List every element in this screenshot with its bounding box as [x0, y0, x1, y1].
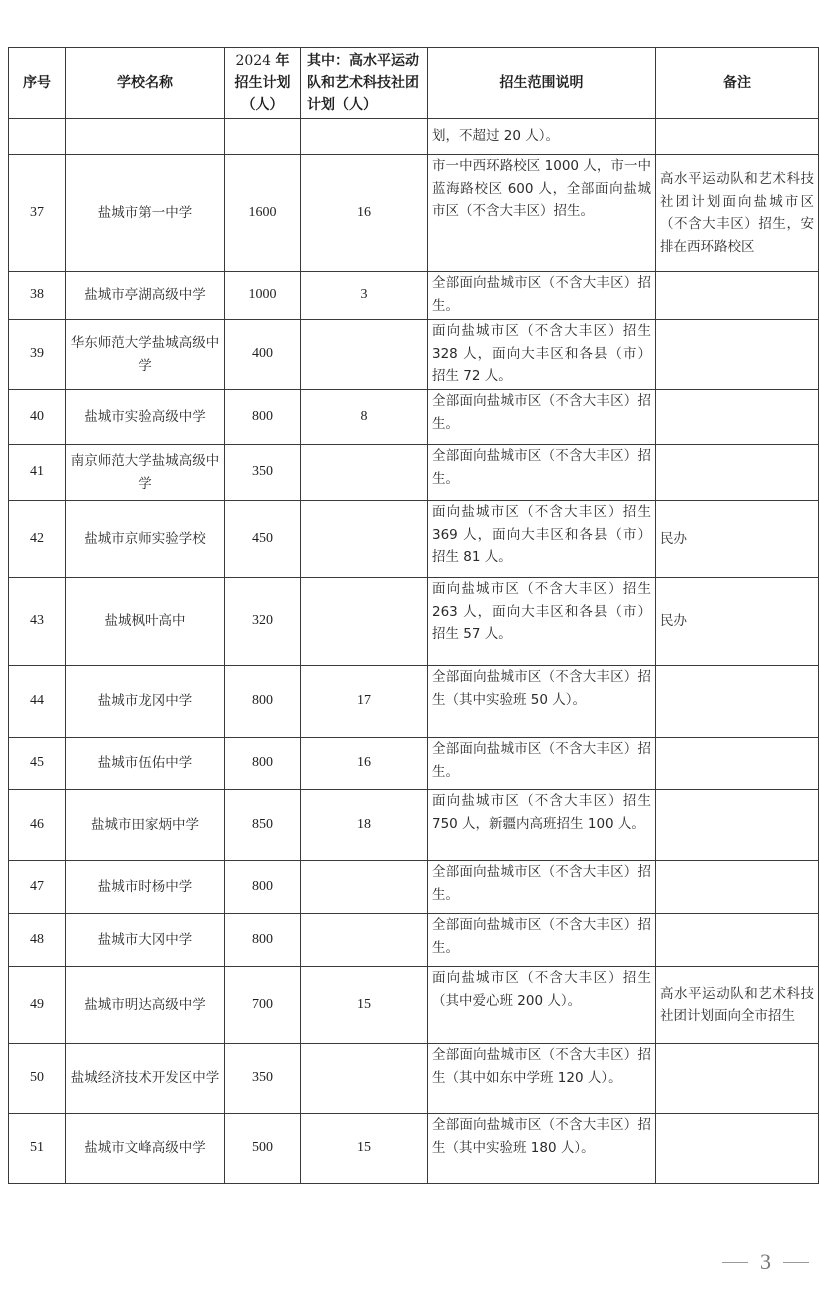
header-plan-year-suffix: 年	[275, 53, 290, 69]
cell-scope: 面向盐城市区（不含大丰区）招生（其中爱心班 200 人）。	[428, 967, 656, 1044]
table-row	[9, 272, 819, 320]
cell-special: 3	[301, 272, 428, 320]
cell-special: 16	[301, 155, 428, 272]
cell-school: 盐城市时杨中学	[66, 861, 225, 914]
cell-school: 盐城市伍佑中学	[66, 738, 225, 790]
table-row	[9, 155, 819, 272]
cell-special: 17	[301, 666, 428, 738]
cell-index: 48	[9, 914, 66, 967]
cell-index: 43	[9, 578, 66, 666]
enrollment-plan-table	[8, 47, 819, 1184]
table-row	[9, 501, 819, 578]
cell-index: 49	[9, 967, 66, 1044]
table-row	[9, 738, 819, 790]
cell-school: 盐城市大冈中学	[66, 914, 225, 967]
cell-school	[66, 119, 225, 155]
cell-scope: 面向盐城市区（不含大丰区）招生 328 人，面向大丰区和各县（市）招生 72 人。	[428, 320, 656, 390]
table-row	[9, 790, 819, 861]
page-number-footer	[722, 1249, 809, 1275]
cell-scope: 全部面向盐城市区（不含大丰区）招生（其中实验班 50 人）。	[428, 666, 656, 738]
cell-scope: 全部面向盐城市区（不含大丰区）招生。	[428, 445, 656, 501]
cell-plan: 800	[225, 390, 301, 445]
cell-school: 盐城市文峰高级中学	[66, 1114, 225, 1184]
cell-school: 盐城市亭湖高级中学	[66, 272, 225, 320]
cell-index: 44	[9, 666, 66, 738]
cell-index: 51	[9, 1114, 66, 1184]
cell-school: 盐城市京师实验学校	[66, 501, 225, 578]
header-note: 备注	[656, 48, 819, 119]
cell-index: 45	[9, 738, 66, 790]
cell-plan: 700	[225, 967, 301, 1044]
cell-note	[656, 320, 819, 390]
cell-plan: 800	[225, 738, 301, 790]
cell-scope: 全部面向盐城市区（不含大丰区）招生。	[428, 738, 656, 790]
cell-scope: 全部面向盐城市区（不含大丰区）招生。	[428, 272, 656, 320]
header-plan-unit: （人）	[241, 97, 284, 113]
cell-plan: 400	[225, 320, 301, 390]
table-row	[9, 445, 819, 501]
cell-scope: 全部面向盐城市区（不含大丰区）招生。	[428, 861, 656, 914]
cell-school: 南京师范大学盐城高级中学	[66, 445, 225, 501]
cell-note	[656, 738, 819, 790]
cell-index	[9, 119, 66, 155]
cell-school: 盐城经济技术开发区中学	[66, 1044, 225, 1114]
cell-note	[656, 445, 819, 501]
cell-plan: 320	[225, 578, 301, 666]
cell-plan: 350	[225, 445, 301, 501]
cell-special	[301, 119, 428, 155]
cell-plan: 800	[225, 914, 301, 967]
cell-note: 民办	[656, 501, 819, 578]
table-row-continuation	[9, 119, 819, 155]
table-row	[9, 1114, 819, 1184]
page-number: 3	[760, 1249, 771, 1274]
cell-index: 37	[9, 155, 66, 272]
cell-special: 18	[301, 790, 428, 861]
cell-plan: 850	[225, 790, 301, 861]
cell-special: 15	[301, 1114, 428, 1184]
table-row	[9, 578, 819, 666]
cell-note	[656, 1114, 819, 1184]
cell-special	[301, 861, 428, 914]
cell-scope: 市一中西环路校区 1000 人，市一中蓝海路校区 600 人，全部面向盐城市区（不含大丰区）招生。	[428, 155, 656, 272]
header-scope: 招生范围说明	[428, 48, 656, 119]
table-row	[9, 666, 819, 738]
table-header-row	[9, 48, 819, 119]
header-2024-plan	[225, 48, 301, 119]
cell-plan: 1000	[225, 272, 301, 320]
cell-scope: 全部面向盐城市区（不含大丰区）招生（其中如东中学班 120 人）。	[428, 1044, 656, 1114]
table-row	[9, 914, 819, 967]
cell-note: 民办	[656, 578, 819, 666]
cell-note: 高水平运动队和艺术科技社团计划面向全市招生	[656, 967, 819, 1044]
header-plan-label: 招生计划	[234, 75, 291, 91]
cell-school: 盐城市龙冈中学	[66, 666, 225, 738]
cell-special	[301, 320, 428, 390]
cell-scope: 全部面向盐城市区（不含大丰区）招生。	[428, 914, 656, 967]
cell-index: 39	[9, 320, 66, 390]
cell-school: 盐城市第一中学	[66, 155, 225, 272]
table-row	[9, 967, 819, 1044]
cell-index: 42	[9, 501, 66, 578]
cell-scope: 面向盐城市区（不含大丰区）招生 369 人，面向大丰区和各县（市）招生 81 人。	[428, 501, 656, 578]
cell-index: 46	[9, 790, 66, 861]
cell-scope: 面向盐城市区（不含大丰区）招生 263 人，面向大丰区和各县（市）招生 57 人。	[428, 578, 656, 666]
footer-dash-right	[783, 1262, 809, 1263]
cell-special	[301, 914, 428, 967]
cell-note	[656, 272, 819, 320]
cell-note	[656, 790, 819, 861]
cell-special	[301, 501, 428, 578]
table-row	[9, 320, 819, 390]
cell-plan: 500	[225, 1114, 301, 1184]
cell-index: 47	[9, 861, 66, 914]
cell-school: 盐城市实验高级中学	[66, 390, 225, 445]
cell-plan	[225, 119, 301, 155]
cell-note: 高水平运动队和艺术科技社团计划面向盐城市区（不含大丰区）招生，安排在西环路校区	[656, 155, 819, 272]
cell-index: 50	[9, 1044, 66, 1114]
cell-special: 16	[301, 738, 428, 790]
cell-plan: 800	[225, 666, 301, 738]
cell-note	[656, 914, 819, 967]
cell-plan: 450	[225, 501, 301, 578]
cell-special: 8	[301, 390, 428, 445]
cell-note	[656, 1044, 819, 1114]
header-plan-year: 2024	[235, 53, 272, 69]
cell-special: 15	[301, 967, 428, 1044]
cell-plan: 350	[225, 1044, 301, 1114]
table-row	[9, 1044, 819, 1114]
cell-plan: 1600	[225, 155, 301, 272]
cell-note	[656, 861, 819, 914]
cell-school: 盐城市田家炳中学	[66, 790, 225, 861]
cell-school: 盐城市明达高级中学	[66, 967, 225, 1044]
cell-plan: 800	[225, 861, 301, 914]
header-school-name: 学校名称	[66, 48, 225, 119]
cell-special	[301, 1044, 428, 1114]
cell-special	[301, 445, 428, 501]
cell-school: 华东师范大学盐城高级中学	[66, 320, 225, 390]
table-row	[9, 390, 819, 445]
header-special-plan: 其中：高水平运动队和艺术科技社团计划（人）	[301, 48, 428, 119]
header-index: 序号	[9, 48, 66, 119]
cell-school: 盐城枫叶高中	[66, 578, 225, 666]
cell-special	[301, 578, 428, 666]
cell-index: 38	[9, 272, 66, 320]
cell-scope: 划，不超过 20 人）。	[428, 119, 656, 155]
cell-scope: 全部面向盐城市区（不含大丰区）招生（其中实验班 180 人）。	[428, 1114, 656, 1184]
cell-index: 40	[9, 390, 66, 445]
cell-scope: 全部面向盐城市区（不含大丰区）招生。	[428, 390, 656, 445]
table-row	[9, 861, 819, 914]
cell-index: 41	[9, 445, 66, 501]
cell-note	[656, 119, 819, 155]
footer-dash-left	[722, 1262, 748, 1263]
cell-scope: 面向盐城市区（不含大丰区）招生 750 人，新疆内高班招生 100 人。	[428, 790, 656, 861]
cell-note	[656, 666, 819, 738]
cell-note	[656, 390, 819, 445]
